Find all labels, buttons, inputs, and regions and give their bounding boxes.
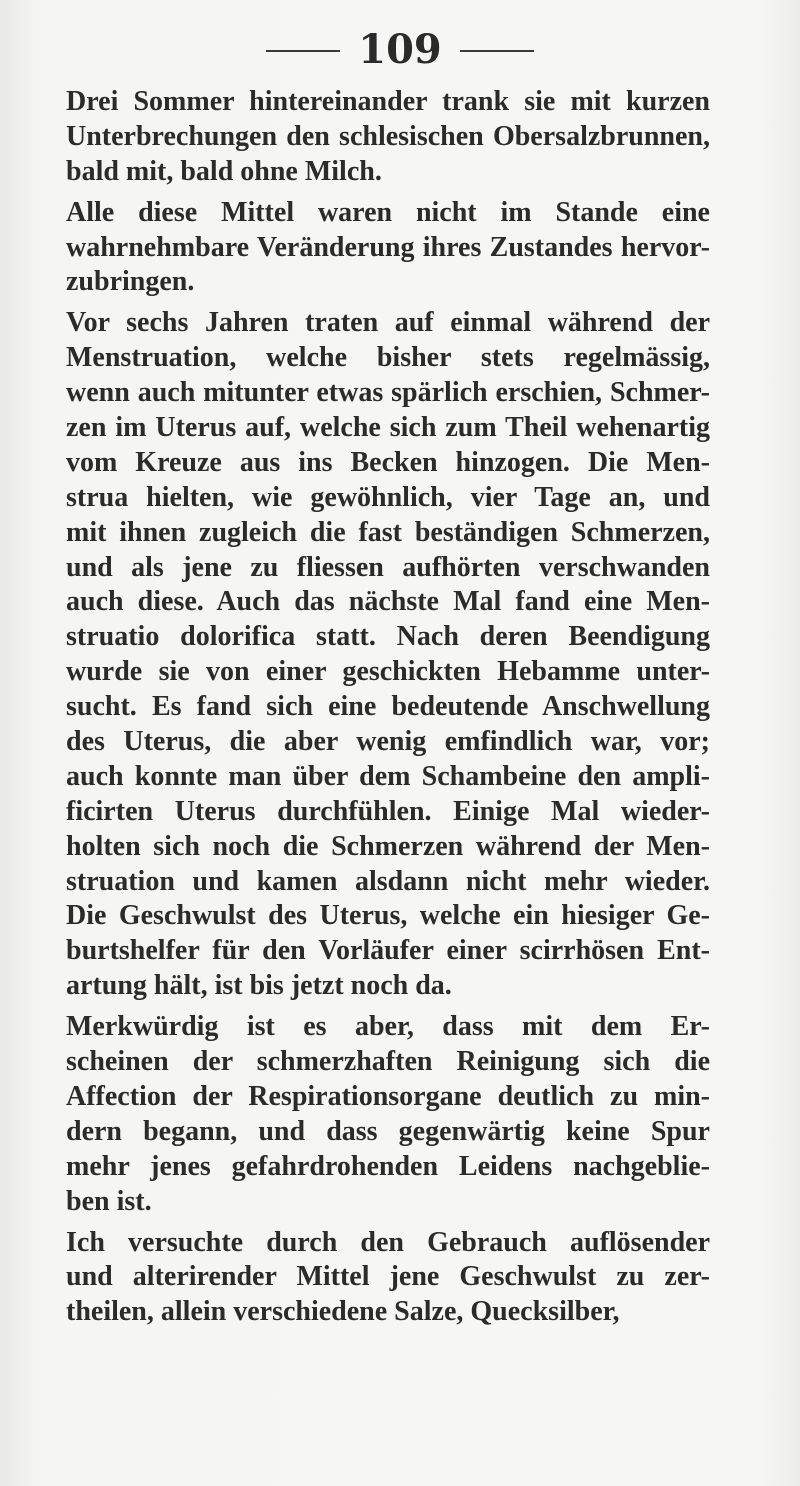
text-line: Unterbrechungen den schlesischen Obersalzbrunnen, xyxy=(66,120,710,152)
text-line: burtshelfer für den Vorläufer einer scirrhösen Ent- xyxy=(66,935,710,967)
paragraph xyxy=(66,1226,710,1331)
text-line: dern begann, und dass gegenwärtig keine Spur xyxy=(66,1115,710,1147)
text-line: sucht. Es fand sich eine bedeutende Anschwellung xyxy=(66,691,710,723)
text-line: zen im Uterus auf, welche sich zum Theil wehenartig xyxy=(66,412,710,444)
text-line: wahrnehmbare Veränderung ihres Zustandes hervor- xyxy=(66,231,710,263)
text-line: ben ist. xyxy=(66,1185,152,1217)
text-line: und als jene zu fliessen aufhörten verschwanden xyxy=(66,551,710,583)
text-line: zubringen. xyxy=(66,266,195,298)
paragraph xyxy=(66,1010,710,1219)
text-line: des Uterus, die aber wenig emfindlich war, vor; xyxy=(66,726,710,758)
paragraph xyxy=(66,196,710,301)
text-line: wenn auch mitunter etwas spärlich erschien, Schmer- xyxy=(66,377,710,409)
page-header xyxy=(0,26,800,74)
text-line: theilen, allein verschiedene Salze, Quecksilber, xyxy=(66,1296,620,1328)
text-line: auch konnte man über dem Schambeine den ampli- xyxy=(66,760,710,792)
text-line: und alterirender Mittel jene Geschwulst zu zer- xyxy=(66,1261,710,1293)
text-line: Affection der Respirationsorgane deutlich zu min- xyxy=(66,1080,710,1112)
text-line: Drei Sommer hintereinander trank sie mit kurzen xyxy=(66,86,710,117)
text-line: scheinen der schmerzhaften Reinigung sich die xyxy=(66,1046,710,1078)
text-line: wurde sie von einer geschickten Hebamme unter- xyxy=(66,656,710,688)
text-line: auch diese. Auch das nächste Mal fand eine Men- xyxy=(66,586,710,618)
text-line: struation und kamen alsdann nicht mehr wieder. xyxy=(66,865,710,897)
text-line: Die Geschwulst des Uterus, welche ein hiesiger Ge- xyxy=(66,900,710,932)
text-line: Menstruation, welche bisher stets regelmässig, xyxy=(66,342,710,374)
text-line: bald mit, bald ohne Milch. xyxy=(66,155,382,187)
text-line: mehr jenes gefahrdrohenden Leidens nachgeblie- xyxy=(66,1150,710,1182)
header-dash-left xyxy=(266,50,340,52)
text-line: artung hält, ist bis jetzt noch da. xyxy=(66,970,452,1002)
body-text xyxy=(66,85,710,1336)
text-line: struatio dolorifica statt. Nach deren Beendigung xyxy=(66,621,710,653)
text-line: mit ihnen zugleich die fast beständigen Schmerzen, xyxy=(66,516,710,548)
header-dash-right xyxy=(460,50,534,52)
text-line: Vor sechs Jahren traten auf einmal während der xyxy=(66,307,710,339)
text-line: Merkwürdig ist es aber, dass mit dem Er- xyxy=(66,1011,710,1043)
text-line: holten sich noch die Schmerzen während der Men- xyxy=(66,830,710,862)
text-line: Alle diese Mittel waren nicht im Stande eine xyxy=(66,196,710,228)
text-line: vom Kreuze aus ins Becken hinzogen. Die Men- xyxy=(66,446,710,478)
page-number: 109 xyxy=(358,26,442,73)
text-line: ficirten Uterus durchfühlen. Einige Mal wieder- xyxy=(66,795,710,827)
paragraph xyxy=(66,306,710,1004)
text-line: Ich versuchte durch den Gebrauch auflösender xyxy=(66,1226,710,1258)
paragraph xyxy=(66,85,710,190)
text-line: strua hielten, wie gewöhnlich, vier Tage an, und xyxy=(66,481,710,513)
